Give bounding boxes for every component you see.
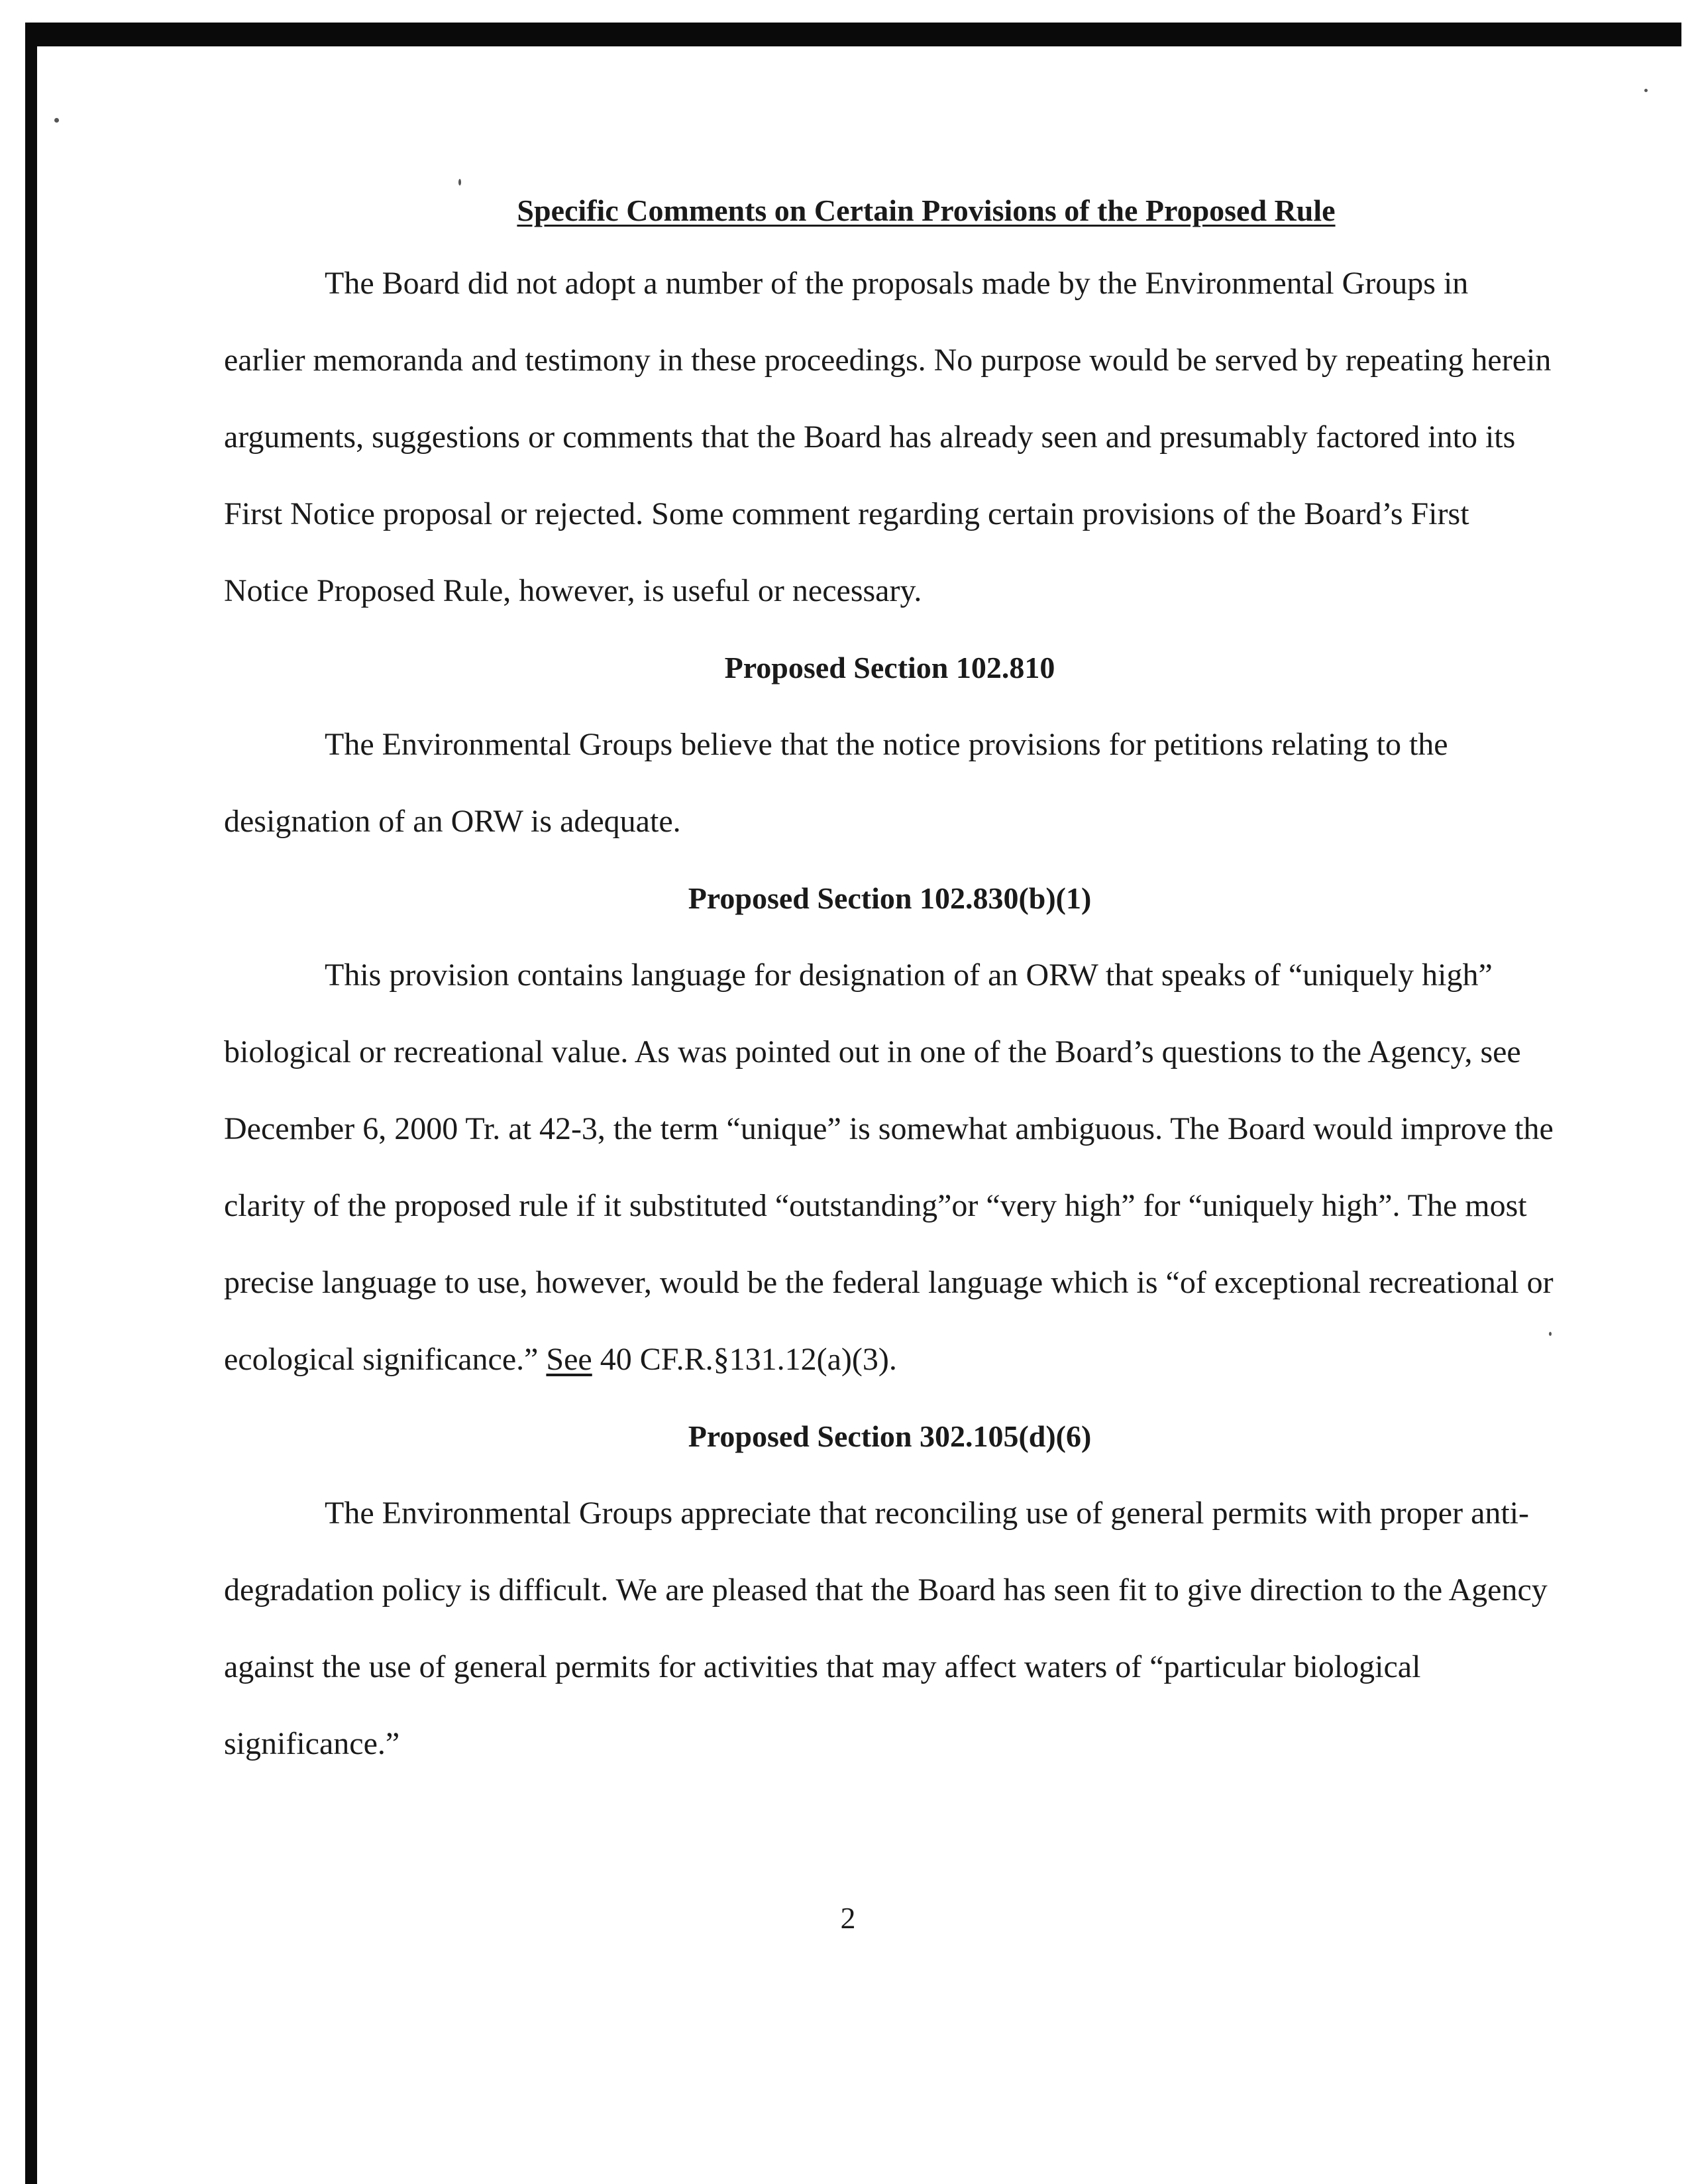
scan-border-top xyxy=(25,23,1681,46)
section-heading-102-830: Proposed Section 102.830(b)(1) xyxy=(688,881,1092,915)
citation-signal: See xyxy=(546,1342,592,1377)
scan-border-left xyxy=(25,23,37,2184)
intro-paragraph: The Board did not adopt a number of the proposals made by the Environmental Groups in earlier memoranda and testimony in these proceedings. No purpose would be served by repeating herein arguments, suggestions or comments that the Board has already seen and presumably factored into its First Notice proposal or rejected. Some comment regarding certain provisions of the Board’s First Notice Proposed Rule, however, is useful or necessary. xyxy=(224,266,1552,608)
scan-speck xyxy=(1644,89,1648,92)
section-paragraph-102-830 xyxy=(224,937,1556,1398)
section-paragraph-302-105: The Environmental Groups appreciate that reconciling use of general permits with proper anti-degradation policy is difficult. We are pleased that the Board has seen fit to give direction to the Agency against the use of general permits for activities that may affect waters of “particular biological significance.” xyxy=(224,1496,1548,1761)
page-number: 2 xyxy=(840,1901,856,1935)
citation-text: 40 CF.R.§131.12(a)(3). xyxy=(592,1342,897,1377)
paragraph-text: This provision contains language for designation of an ORW that speaks of “uniquely high” biological or recreational value. As was pointed out in one of the Board’s questions to the Agency, see December 6, 2000 Tr. at 42-3, the term “unique” is somewhat ambiguous. The Board would improve the clarity of the proposed rule if it substituted “outstanding”or “very high” for “uniquely high”. The most precise language to use, however, would be the federal language which is “of exceptional recreational or ecological significance.” xyxy=(224,957,1554,1377)
section-heading-102-810: Proposed Section 102.810 xyxy=(724,651,1055,684)
scan-speck xyxy=(54,118,59,123)
section-paragraph-102-810: The Environmental Groups believe that the notice provisions for petitions relating to the designation of an ORW is adequate. xyxy=(224,727,1448,839)
document-body xyxy=(224,192,1556,1782)
scan-speck xyxy=(458,179,461,186)
section-heading-302-105: Proposed Section 302.105(d)(6) xyxy=(688,1419,1092,1453)
page-title: Specific Comments on Certain Provisions of the Proposed Rule xyxy=(517,193,1336,227)
